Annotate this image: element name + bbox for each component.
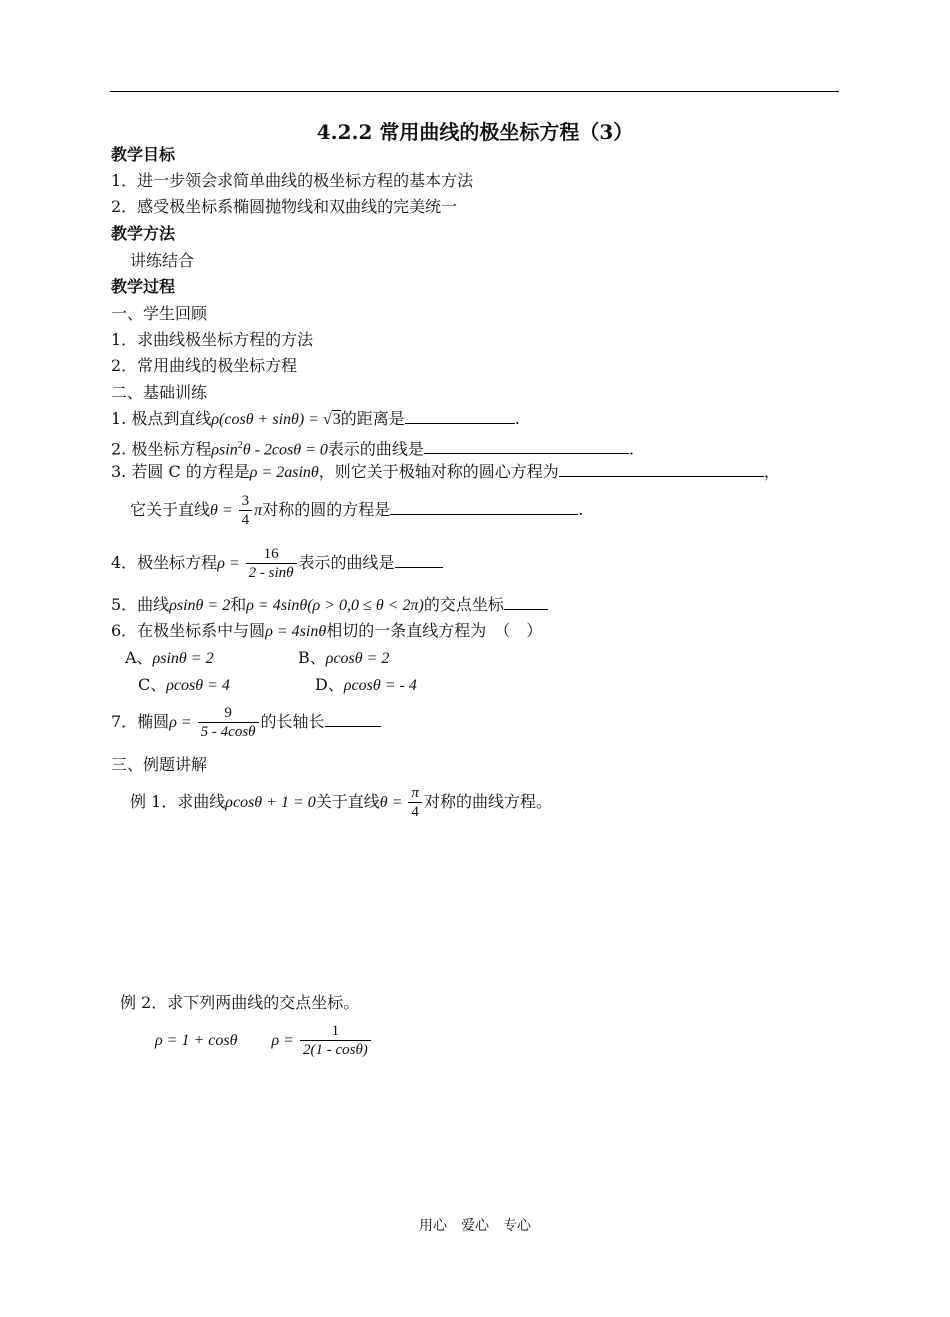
fraction-numerator: 1 bbox=[331, 1023, 340, 1039]
question-3-comma: ， bbox=[763, 462, 780, 481]
review-item-2: 2．常用曲线的极坐标方程 bbox=[111, 356, 298, 375]
option-d-label: D、 bbox=[315, 675, 344, 694]
question-3 bbox=[111, 462, 780, 483]
option-a[interactable] bbox=[125, 648, 214, 669]
example-2-formulas bbox=[155, 1020, 373, 1061]
question-2-prefix: 2. 极坐标方程 bbox=[111, 439, 212, 459]
fraction-denominator: 2(1 - cosθ) bbox=[300, 1040, 371, 1059]
fraction-q4 bbox=[246, 545, 297, 582]
question-2-period: . bbox=[628, 439, 634, 459]
example-1 bbox=[130, 782, 552, 823]
question-1-formula: ρ(cosθ + sinθ) = bbox=[211, 411, 324, 428]
option-c-formula: ρcosθ = 4 bbox=[166, 677, 230, 694]
fraction-numerator: 3 bbox=[241, 493, 250, 509]
question-3-suffix: ，则它关于极轴对称的圆心方程为 bbox=[318, 462, 559, 481]
page-footer: 用心 爱心 专心 bbox=[419, 1218, 531, 1234]
question-3-part-2 bbox=[130, 490, 583, 531]
question-3b-period: . bbox=[578, 500, 584, 519]
example-2-formula-1: ρ = 1 + cosθ bbox=[155, 1032, 238, 1049]
question-4-suffix: 表示的曲线是 bbox=[298, 553, 395, 572]
fraction-denominator: 5 - 4cosθ bbox=[198, 722, 259, 741]
question-6 bbox=[111, 621, 542, 642]
heading-teaching-goals: 教学目标 bbox=[111, 145, 176, 164]
question-4 bbox=[111, 543, 443, 584]
answer-blank-3b[interactable] bbox=[390, 500, 578, 515]
section-review: 一、学生回顾 bbox=[111, 304, 208, 323]
answer-blank-2[interactable] bbox=[424, 439, 629, 454]
question-5-suffix: 的交点坐标 bbox=[423, 595, 504, 614]
question-7-prefix: 7．椭圆 bbox=[111, 712, 170, 731]
answer-blank-1[interactable] bbox=[405, 409, 515, 424]
question-5-and: 和 bbox=[230, 595, 247, 614]
fraction-q7 bbox=[198, 704, 259, 741]
option-c[interactable] bbox=[138, 675, 230, 696]
question-3-formula: ρ = 2asinθ bbox=[249, 464, 319, 481]
question-6-formula: ρ = 4sinθ bbox=[265, 623, 327, 640]
question-6-prefix: 6．在极坐标系中与圆 bbox=[111, 621, 266, 640]
question-4-lhs: ρ = bbox=[217, 555, 244, 572]
answer-blank-3a[interactable] bbox=[559, 462, 764, 477]
fraction-example-2 bbox=[300, 1022, 371, 1059]
question-7 bbox=[111, 702, 381, 743]
method-text: 讲练结合 bbox=[130, 251, 195, 270]
option-d-formula: ρcosθ = - 4 bbox=[343, 677, 417, 694]
answer-blank-4[interactable] bbox=[395, 553, 443, 568]
question-3b-suffix: 对称的圆的方程是 bbox=[262, 500, 391, 519]
question-2-formula-b: θ - 2cosθ = 0 bbox=[242, 441, 328, 459]
header-rule bbox=[110, 91, 839, 92]
question-5-formula-1: ρsinθ = 2 bbox=[169, 597, 231, 614]
fraction-denominator: 4 bbox=[408, 802, 422, 821]
answer-blank-5[interactable] bbox=[504, 595, 548, 610]
section-basic-training: 二、基础训练 bbox=[111, 383, 208, 402]
fraction-denominator: 2 - sinθ bbox=[246, 563, 297, 582]
example-2-lhs: ρ = bbox=[271, 1032, 298, 1049]
option-b-label: B、 bbox=[298, 648, 326, 667]
question-2-formula-a: ρsin bbox=[211, 441, 238, 459]
question-2 bbox=[111, 436, 634, 460]
fraction-numerator: 16 bbox=[263, 546, 279, 562]
question-7-lhs: ρ = bbox=[169, 714, 196, 731]
goal-item-2: 2．感受极坐标系椭圆抛物线和双曲线的完美统一 bbox=[111, 197, 458, 216]
example-1-mid: 关于直线 bbox=[315, 792, 380, 811]
fraction-denominator: 4 bbox=[239, 510, 253, 529]
option-a-label: A、 bbox=[125, 648, 153, 667]
question-5-formula-2: ρ = 4sinθ(ρ > 0,0 ≤ θ < 2π) bbox=[246, 597, 424, 614]
question-6-suffix: 相切的一条直线方程为 （ ） bbox=[326, 621, 543, 640]
example-1-prefix: 例 1．求曲线 bbox=[130, 792, 226, 811]
heading-teaching-process: 教学过程 bbox=[111, 277, 176, 296]
question-3-prefix: 3. 若圆 C 的方程是 bbox=[111, 462, 250, 481]
pi-symbol: π bbox=[254, 502, 263, 519]
page-title: 4.2.2 常用曲线的极坐标方程（3） bbox=[316, 120, 634, 144]
question-7-suffix: 的长轴长 bbox=[260, 712, 325, 731]
fraction-numerator: 9 bbox=[224, 705, 232, 721]
example-1-suffix: 对称的曲线方程。 bbox=[423, 792, 552, 811]
question-1: 1. 极点到直线ρ(cosθ + sinθ) = √3的距离是 . bbox=[111, 409, 520, 428]
question-1-suffix: 的距离是 bbox=[340, 409, 405, 428]
option-b-formula: ρcosθ = 2 bbox=[325, 650, 390, 667]
question-5 bbox=[111, 595, 548, 616]
fraction-3-over-4 bbox=[239, 492, 253, 529]
question-1-period: . bbox=[514, 409, 520, 428]
example-1-lhs: θ = bbox=[379, 794, 407, 811]
question-3b-lhs: θ = bbox=[210, 502, 237, 519]
question-2-suffix: 表示的曲线是 bbox=[327, 439, 424, 459]
option-a-formula: ρsinθ = 2 bbox=[152, 650, 214, 667]
heading-teaching-method: 教学方法 bbox=[111, 224, 176, 243]
review-item-1: 1．求曲线极坐标方程的方法 bbox=[111, 330, 314, 349]
example-1-formula: ρcosθ + 1 = 0 bbox=[225, 794, 316, 811]
question-2-exponent: 2 bbox=[237, 440, 243, 451]
option-b[interactable] bbox=[298, 648, 389, 669]
question-4-prefix: 4．极坐标方程 bbox=[111, 553, 218, 572]
question-1-prefix: 1. 极点到直线 bbox=[111, 409, 212, 428]
question-1-sqrt-value: 3 bbox=[332, 411, 341, 428]
option-c-label: C、 bbox=[138, 675, 167, 694]
goal-item-1: 1．进一步领会求简单曲线的极坐标方程的基本方法 bbox=[111, 171, 474, 190]
answer-blank-7[interactable] bbox=[325, 712, 381, 727]
fraction-numerator: π bbox=[411, 785, 419, 801]
section-examples: 三、例题讲解 bbox=[111, 755, 208, 774]
question-3b-prefix: 它关于直线 bbox=[130, 500, 211, 519]
example-2: 例 2．求下列两曲线的交点坐标。 bbox=[120, 993, 360, 1012]
fraction-pi-over-4 bbox=[408, 784, 422, 821]
option-d[interactable] bbox=[315, 675, 417, 696]
question-5-prefix: 5．曲线 bbox=[111, 595, 170, 614]
